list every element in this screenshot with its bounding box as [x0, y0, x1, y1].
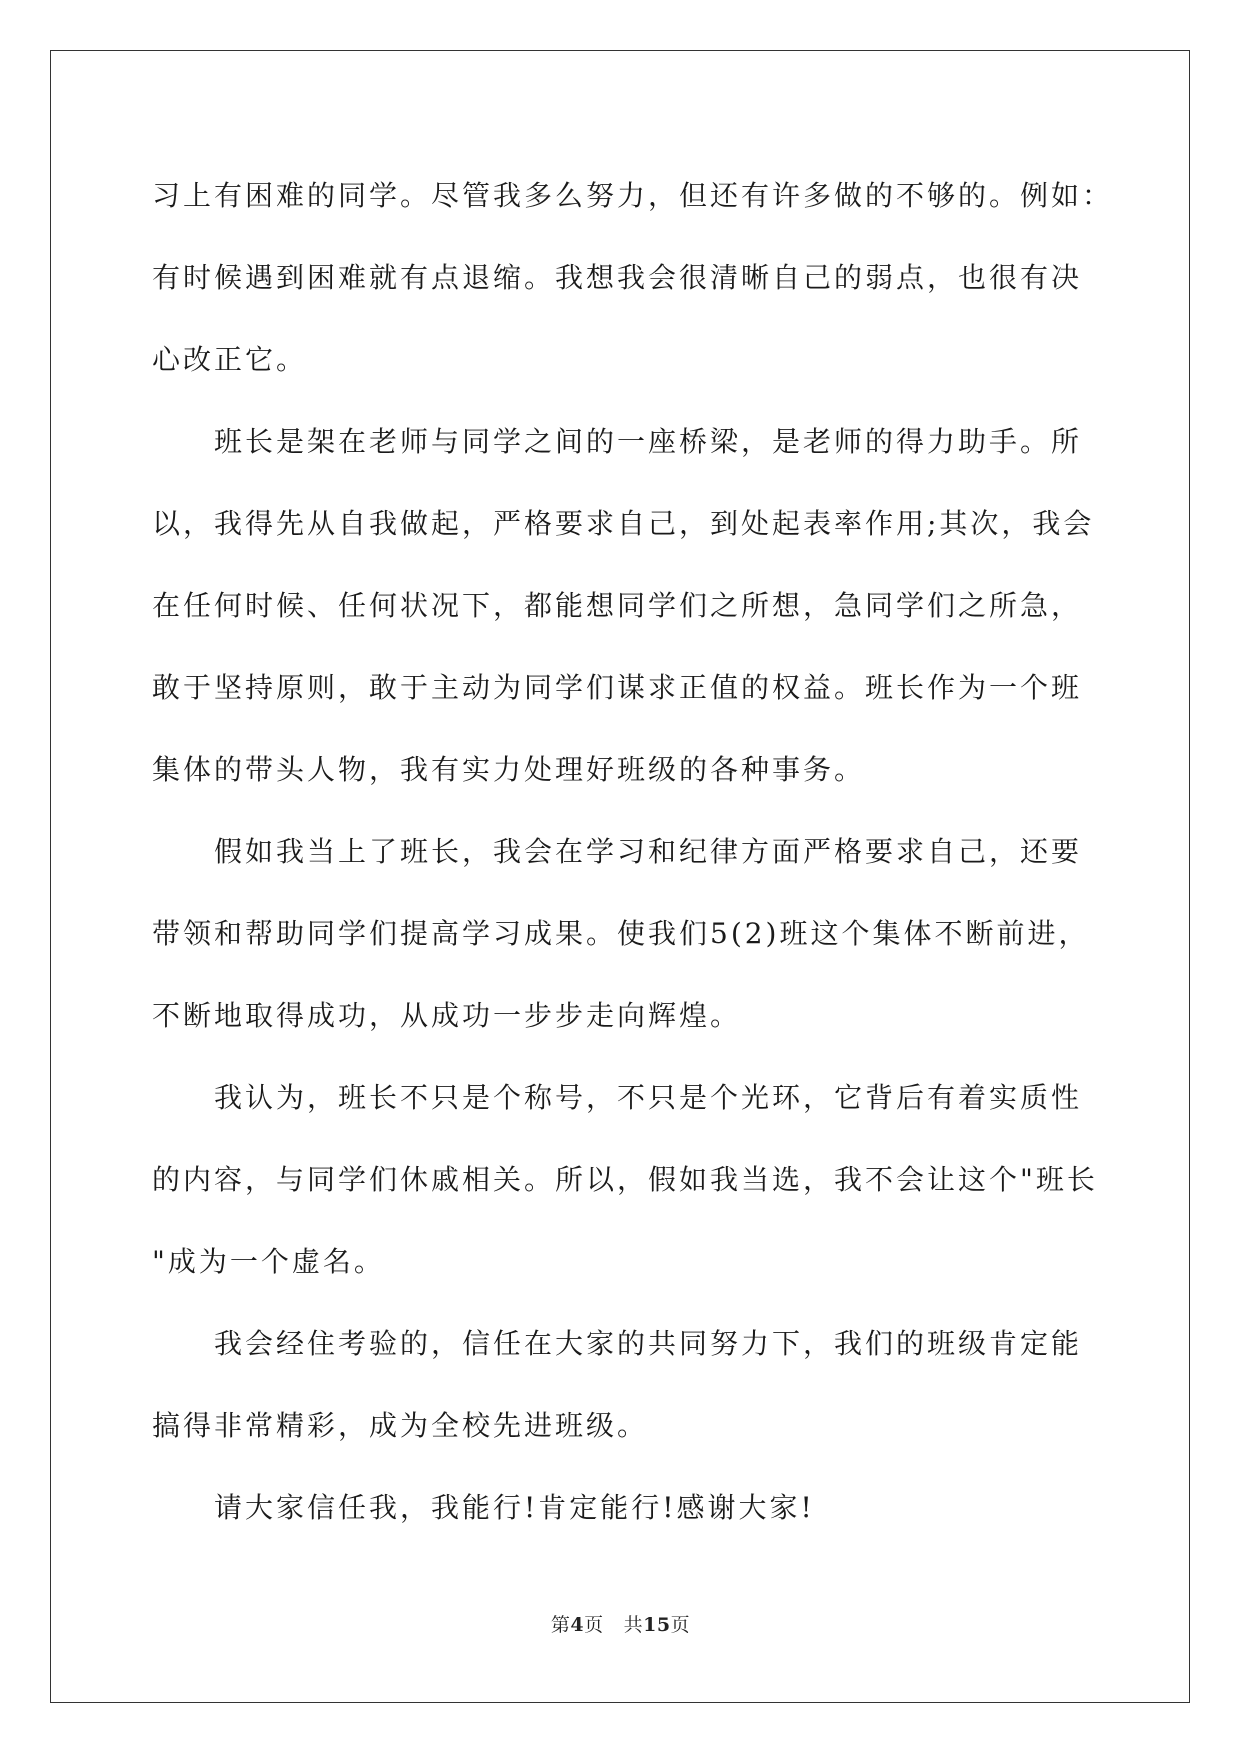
- page-suffix: 页: [584, 1614, 604, 1636]
- paragraph-start-line: 假如我当上了班长，我会在学习和纪律方面严格要求自己，还要: [214, 835, 1083, 868]
- text-line: 带领和帮助同学们提高学习成果。使我们5(2)班这个集体不断前进，: [152, 917, 1090, 950]
- text-line: 以，我得先从自我做起，严格要求自己，到处起表率作用;其次，我会: [152, 507, 1095, 540]
- text-line: 的内容，与同学们休戚相关。所以，假如我当选，我不会让这个"班长: [152, 1163, 1098, 1196]
- text-line: 集体的带头人物，我有实力处理好班级的各种事务。: [152, 753, 866, 786]
- text-line: 心改正它。: [152, 343, 308, 376]
- text-line: "成为一个虚名。: [152, 1245, 385, 1278]
- text-line: 敢于坚持原则，敢于主动为同学们谋求正值的权益。班长作为一个班: [152, 671, 1083, 704]
- document-body: [152, 155, 1112, 1549]
- page-prefix: 第: [550, 1614, 571, 1636]
- text-line: 习上有困难的同学。尽管我多么努力，但还有许多做的不够的。例如：: [152, 179, 1114, 212]
- paragraph-start-line: 班长是架在老师与同学之间的一座桥梁，是老师的得力助手。所: [214, 425, 1083, 458]
- total-prefix: 共: [623, 1614, 644, 1636]
- total-pages: 15: [643, 1614, 671, 1636]
- text-line: 搞得非常精彩，成为全校先进班级。: [152, 1409, 649, 1442]
- page-footer: [0, 1610, 1241, 1637]
- paragraph-start-line: 我会经住考验的，信任在大家的共同努力下，我们的班级肯定能: [214, 1327, 1083, 1360]
- total-suffix: 页: [670, 1614, 691, 1636]
- text-line: 在任何时候、任何状况下，都能想同学们之所想，急同学们之所急，: [152, 589, 1083, 622]
- page-number: 4: [570, 1614, 585, 1636]
- paragraph-start-line: 我认为，班长不只是个称号，不只是个光环，它背后有着实质性: [214, 1081, 1083, 1114]
- paragraph-start-line: 请大家信任我，我能行!肯定能行!感谢大家!: [214, 1491, 815, 1524]
- text-line: 不断地取得成功，从成功一步步走向辉煌。: [152, 999, 742, 1032]
- text-line: 有时候遇到困难就有点退缩。我想我会很清晰自己的弱点，也很有决: [152, 261, 1083, 294]
